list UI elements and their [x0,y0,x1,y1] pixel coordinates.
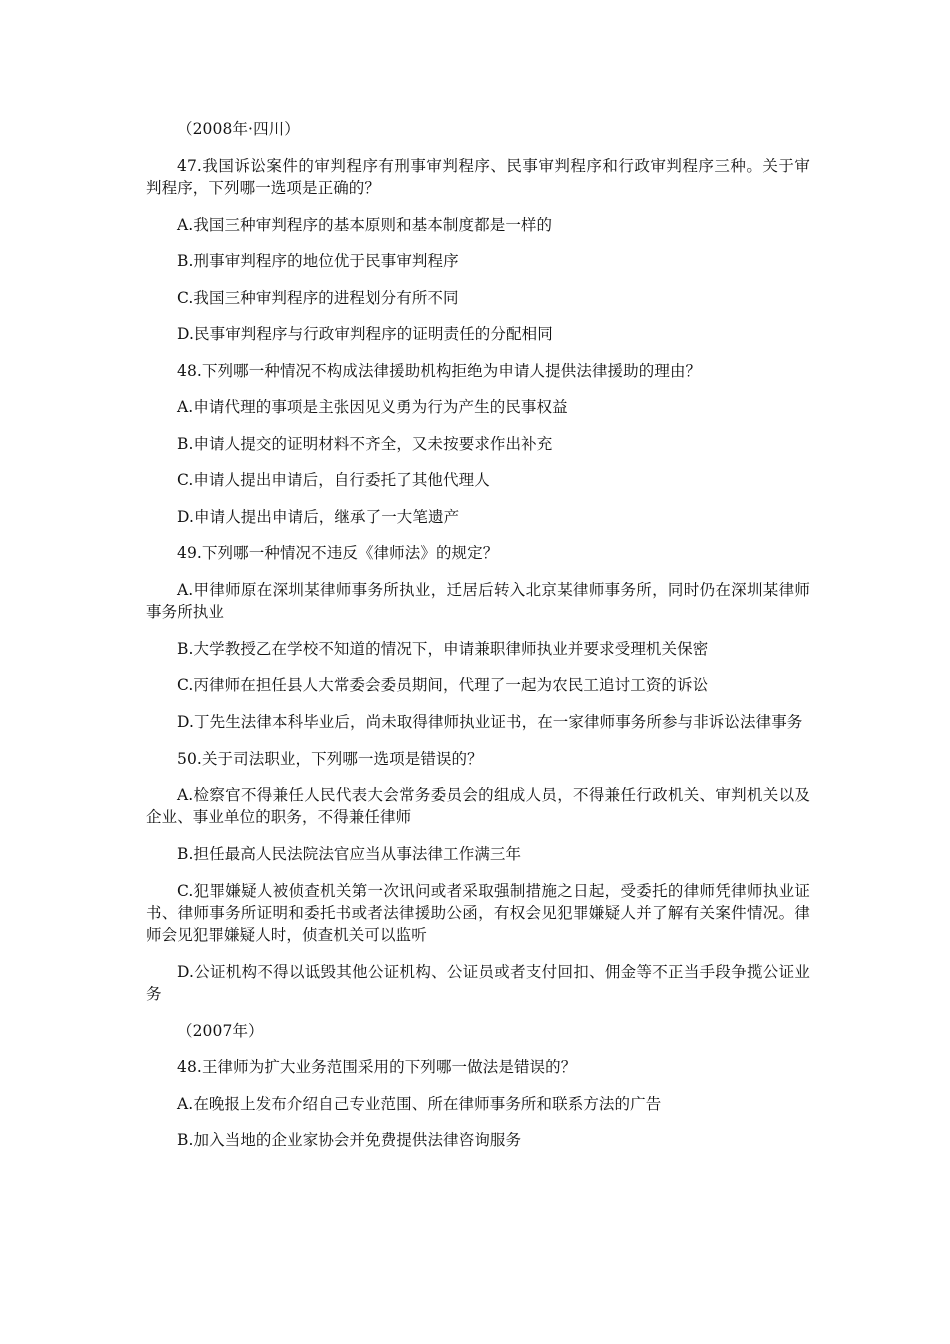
question-50-option-a: A.检察官不得兼任人民代表大会常务委员会的组成人员，不得兼任行政机关、审判机关以及企业、事业单位的职务，不得兼任律师 [146,786,810,826]
question-47-option-a: A.我国三种审判程序的基本原则和基本制度都是一样的 [177,215,553,234]
question-48-2007-option-a: A.在晚报上发布介绍自己专业范围、所在律师事务所和联系方法的广告 [177,1094,662,1113]
question-50-option-d: D.公证机构不得以诋毁其他公证机构、公证员或者支付回扣、佣金等不正当手段争揽公证业务 [146,962,810,1003]
question-48-option-c: C.申请人提出申请后，自行委托了其他代理人 [177,471,490,489]
section-heading-2008: （2008年·四川） [177,120,300,138]
question-47-option-b: B.刑事审判程序的地位优于民事审判程序 [177,252,459,270]
question-50-option-c: C.犯罪嫌疑人被侦查机关第一次讯问或者采取强制措施之日起，受委托的律师凭律师执业证书、律师事务所证明和委托书或者法律援助公函，有权会见犯罪嫌疑人并了解有关案件情况。律师会见犯罪嫌疑人时，侦查机关可以监听 [146,881,810,944]
question-48: 48.下列哪一种情况不构成法律援助机构拒绝为申请人提供法律援助的理由？ [177,361,702,380]
question-47-option-d: D.民事审判程序与行政审判程序的证明责任的分配相同 [177,325,553,343]
question-49-option-d: D.丁先生法律本科毕业后，尚未取得律师执业证书，在一家律师事务所参与非诉讼法律事务 [177,712,803,731]
question-47: 47.我国诉讼案件的审判程序有刑事审判程序、民事审判程序和行政审判程序三种。关于审判程序，下列哪一选项是正确的？ [146,156,810,197]
question-49: 49.下列哪一种情况不违反《律师法》的规定？ [177,544,499,562]
question-48-option-b: B.申请人提交的证明材料不齐全，又未按要求作出补充 [177,434,553,453]
question-50: 50.关于司法职业，下列哪一选项是错误的？ [177,749,483,768]
section-heading-2007: （2007年） [177,1021,264,1040]
question-48-2007: 48.王律师为扩大业务范围采用的下列哪一做法是错误的？ [177,1058,577,1076]
question-50-option-b: B.担任最高人民法院法官应当从事法律工作满三年 [177,845,522,863]
question-49-option-c: C.丙律师在担任县人大常委会委员期间，代理了一起为农民工追讨工资的诉讼 [177,676,709,694]
question-49-option-b: B.大学教授乙在学校不知道的情况下，申请兼职律师执业并要求受理机关保密 [177,639,709,658]
document-body [146,118,810,1166]
question-49-option-a: A.甲律师原在深圳某律师事务所执业，迁居后转入北京某律师事务所，同时仍在深圳某律师事务所执业 [146,580,810,621]
question-48-2007-option-b: B.加入当地的企业家协会并免费提供法律咨询服务 [177,1131,522,1149]
question-48-option-a: A.申请代理的事项是主张因见义勇为行为产生的民事权益 [177,398,568,416]
question-48-option-d: D.申请人提出申请后，继承了一大笔遗产 [177,507,460,526]
question-47-option-c: C.我国三种审判程序的进程划分有所不同 [177,288,459,307]
